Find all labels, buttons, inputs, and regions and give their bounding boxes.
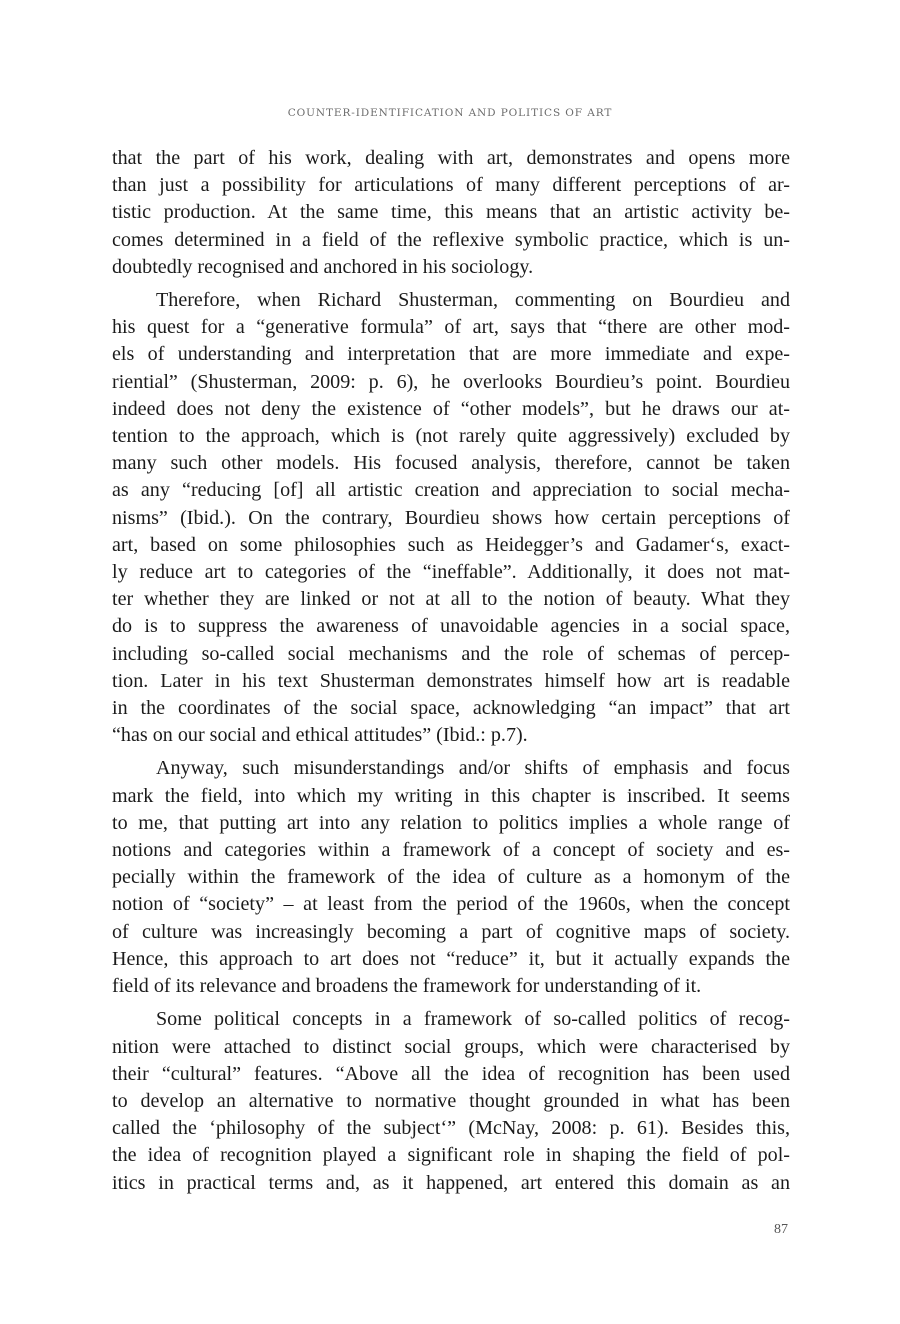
text-line: that the part of his work, dealing with art, demonstrates and opens more (112, 147, 790, 169)
paragraph (112, 755, 790, 1000)
page-number: 87 (774, 1222, 788, 1237)
text-line: ly reduce art to categories of the “ineffable”. Additionally, it does not mat- (112, 561, 790, 584)
text-line: of culture was increasingly becoming a part of cognitive maps of society. (112, 920, 790, 943)
text-line: comes determined in a field of the reflexive symbolic practice, which is un- (112, 228, 790, 251)
text-line: including so-called social mechanisms and the role of schemas of percep- (112, 642, 790, 665)
text-line: nition were attached to distinct social groups, which were characterised by (112, 1035, 790, 1058)
text-line: the idea of recognition played a significant role in shaping the field of pol- (112, 1144, 790, 1167)
text-line: Hence, this approach to art does not “reduce” it, but it actually expands the (112, 947, 790, 970)
text-line: Therefore, when Richard Shusterman, commenting on Bourdieu and (156, 289, 790, 312)
text-line: called the ‘philosophy of the subject‘” (McNay, 2008: p. 61). Besides this, (112, 1117, 790, 1140)
text-line: tention to the approach, which is (not rarely quite aggressively) excluded by (112, 425, 790, 448)
text-line: “has on our social and ethical attitudes” (Ibid.: p.7). (112, 724, 528, 747)
text-line: indeed does not deny the existence of “other models”, but he draws our at- (112, 397, 790, 420)
text-line: as any “reducing [of] all artistic creation and appreciation to social mecha- (112, 479, 790, 502)
text-line: tion. Later in his text Shusterman demonstrates himself how art is readable (112, 669, 790, 692)
text-line: els of understanding and interpretation that are more immediate and expe- (112, 343, 790, 366)
text-line: to develop an alternative to normative thought grounded in what has been (112, 1089, 790, 1112)
paragraph (112, 1006, 790, 1196)
text-line: nisms” (Ibid.). On the contrary, Bourdieu shows how certain perceptions of (112, 506, 790, 529)
text-line: pecially within the framework of the idea of culture as a homonym of the (112, 866, 790, 889)
paragraph (112, 145, 790, 281)
text-line: than just a possibility for articulations of many different perceptions of ar- (112, 174, 790, 197)
text-line: many such other models. His focused analysis, therefore, cannot be taken (112, 452, 790, 475)
text-line: notions and categories within a framework of a concept of society and es- (112, 839, 790, 862)
text-line: in the coordinates of the social space, acknowledging “an impact” that art (112, 697, 790, 720)
text-line: notion of “society” – at least from the period of the 1960s, when the concept (112, 893, 790, 916)
text-line: tistic production. At the same time, this means that an artistic activity be- (112, 201, 790, 224)
paragraph (112, 287, 790, 749)
text-line: riential” (Shusterman, 2009: p. 6), he overlooks Bourdieu’s point. Bourdieu (112, 370, 790, 393)
text-line: mark the field, into which my writing in this chapter is inscribed. It seems (112, 784, 790, 807)
text-line: their “cultural” features. “Above all the idea of recognition has been used (112, 1062, 790, 1085)
text-line: his quest for a “generative formula” of art, says that “there are other mod- (112, 316, 790, 339)
text-line: doubtedly recognised and anchored in his sociology. (112, 255, 534, 278)
running-head: COUNTER-IDENTIFICATION AND POLITICS OF ART (287, 107, 613, 119)
text-line: Anyway, such misunderstandings and/or shifts of emphasis and focus (156, 757, 790, 780)
text-line: to me, that putting art into any relation to politics implies a whole range of (112, 811, 790, 834)
text-line: ter whether they are linked or not at all to the notion of beauty. What they (112, 588, 790, 611)
text-line: Some political concepts in a framework of so-called politics of recog- (156, 1008, 790, 1031)
text-line: do is to suppress the awareness of unavoidable agencies in a social space, (112, 615, 790, 638)
text-line: art, based on some philosophies such as Heidegger’s and Gadamer‘s, exact- (112, 533, 790, 556)
text-line: itics in practical terms and, as it happened, art entered this domain as an (112, 1171, 790, 1194)
text-line: field of its relevance and broadens the framework for understanding of it. (112, 975, 702, 998)
body-text (112, 145, 790, 1203)
